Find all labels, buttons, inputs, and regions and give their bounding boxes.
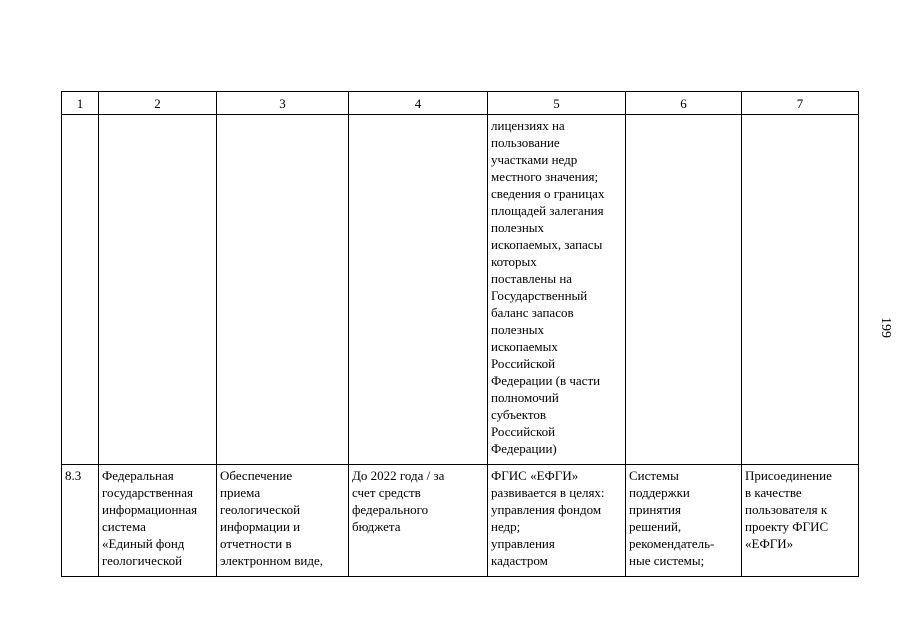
document-table bbox=[61, 91, 859, 577]
row-8-3-action: Присоединение в качестве пользователя к проекту ФГИС «ЕФГИ» bbox=[742, 465, 859, 577]
header-col-4: 4 bbox=[349, 92, 488, 115]
cont-col-2 bbox=[99, 115, 217, 465]
table-row-8-3 bbox=[62, 465, 859, 577]
page-number: 199 bbox=[878, 317, 893, 338]
row-8-3-systems: Системы поддержки принятия решений, рекомендатель- ные системы; bbox=[626, 465, 742, 577]
cont-col-3 bbox=[217, 115, 349, 465]
header-col-2: 2 bbox=[99, 92, 217, 115]
cont-col-7 bbox=[742, 115, 859, 465]
cont-col-1 bbox=[62, 115, 99, 465]
header-col-5: 5 bbox=[488, 92, 626, 115]
row-8-3-deadline: До 2022 года / за счет средств федерального бюджета bbox=[349, 465, 488, 577]
cont-col-4 bbox=[349, 115, 488, 465]
row-8-3-number: 8.3 bbox=[62, 465, 99, 577]
header-col-1: 1 bbox=[62, 92, 99, 115]
row-8-3-purpose: Обеспечение приема геологической информации и отчетности в электронном виде, bbox=[217, 465, 349, 577]
row-8-3-goals: ФГИС «ЕФГИ» развивается в целях: управления фондом недр; управления кадастром bbox=[488, 465, 626, 577]
header-col-3: 3 bbox=[217, 92, 349, 115]
header-col-6: 6 bbox=[626, 92, 742, 115]
row-8-3-system-name: Федеральная государственная информационная система «Единый фонд геологической bbox=[99, 465, 217, 577]
table-row-continuation bbox=[62, 115, 859, 465]
header-row bbox=[62, 92, 859, 115]
header-col-7: 7 bbox=[742, 92, 859, 115]
cont-col-6 bbox=[626, 115, 742, 465]
cont-col-5: лицензиях на пользование участками недр местного значения; сведения о границах площадей залегания полезных ископаемых, запасы которых поставлены на Государственный баланс запасов полезных ископаемых Российской Федерации (в части полномочий субъектов Российской Федерации) bbox=[488, 115, 626, 465]
